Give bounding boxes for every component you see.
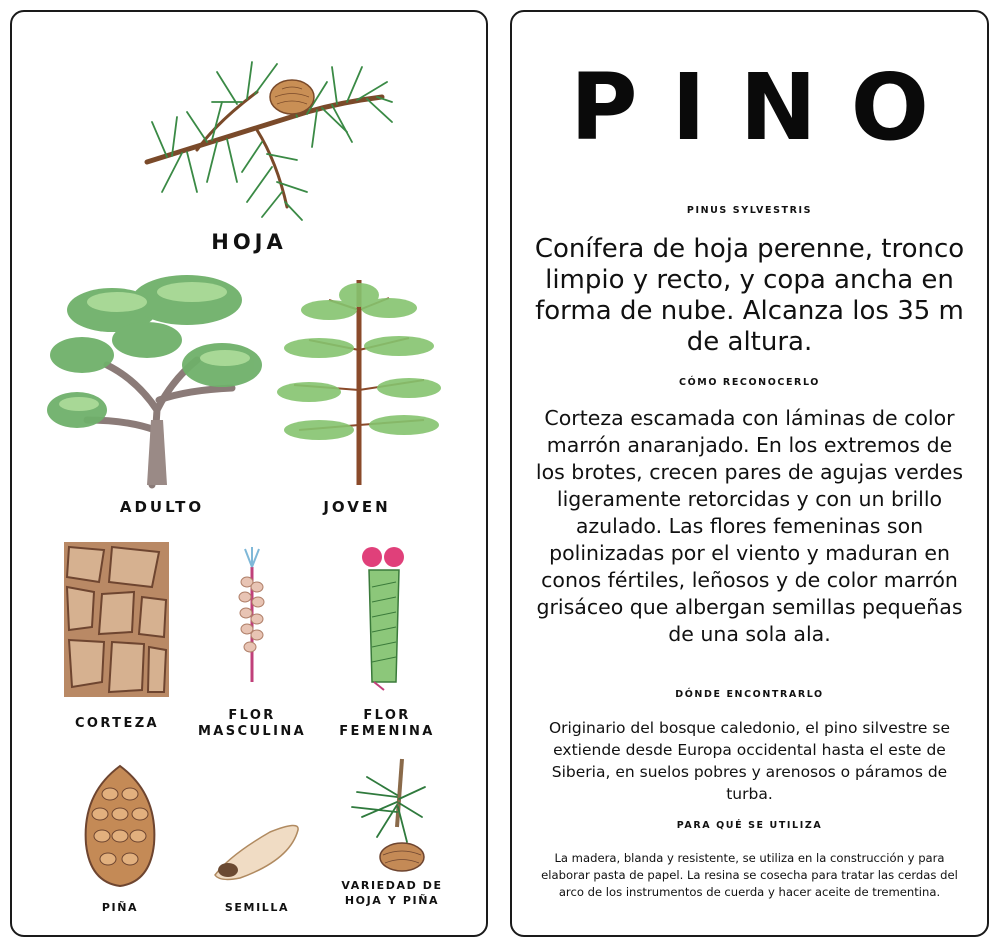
section-heading-encontrarlo: DÓNDE ENCONTRARLO [675,689,824,700]
section-text-encontrarlo: Originario del bosque caledonio, el pino silvestre se extiende desde Europa occidental hasta el este de Siberia, en suelos pobres y arenosos o páramos de turba. [548,719,951,803]
illustration-card [10,10,488,937]
bark-illustration [64,542,169,697]
section-heading-reconocerlo: CÓMO RECONOCERLO [679,377,820,388]
label-pina: PIÑA [101,901,139,914]
young-pine-tree-illustration [274,270,444,490]
label-corteza: CORTEZA [74,716,160,731]
label-flor-masculina [182,708,322,740]
scientific-name: PINUS SYLVESTRIS [686,205,813,216]
label-flor-femenina [317,708,457,740]
label-flor-femenina-line1: FLOR [363,708,411,723]
summary-text: Conífera de hoja perenne, tronco limpio y recto, y copa ancha en forma de nube. Alcanza los 35 m de altura. [534,234,965,357]
page-title: PINO [570,54,963,161]
section-heading-utiliza: PARA QUÉ SE UTILIZA [676,820,823,831]
section-text-utiliza: La madera, blanda y resistente, se utiliza en la construcción y para elaborar pasta de papel. La resina se cosecha para tratar las cerdas del arco de los instrumentos de cuerda y hacer aceite de trementina. [541,851,958,899]
label-variedad [327,878,457,908]
label-variedad-line1: VARIEDAD DE [341,879,443,892]
pine-cone-illustration [80,764,160,889]
label-joven: JOVEN [323,498,391,516]
label-adulto: ADULTO [119,498,205,516]
label-hoja: HOJA [211,230,287,254]
info-card [510,10,989,937]
label-variedad-line2: HOJA Y PIÑA [344,894,440,907]
male-flower-illustration [227,547,277,687]
label-semilla: SEMILLA [224,901,290,914]
pine-branch-illustration [137,42,397,222]
label-flor-masculina-line1: FLOR [228,708,276,723]
label-flor-femenina-line2: FEMENINA [339,724,435,739]
seed-illustration [210,820,305,882]
branch-with-cone-illustration [347,757,427,877]
female-flower-illustration [354,542,414,692]
section-text-reconocerlo: Corteza escamada con láminas de color marrón anaranjado. En los extremos de los brotes, crecen pares de agujas verdes ligeramente retorcidas y con un brillo azulado. Las flores femeninas son polinizadas por el viento y maduran en conos fértiles, leñosos y de color marrón grisáceo que albergan semillas pequeñas de una sola ala. [535,406,964,646]
adult-pine-tree-illustration [47,270,267,490]
label-flor-masculina-line2: MASCULINA [197,724,307,739]
